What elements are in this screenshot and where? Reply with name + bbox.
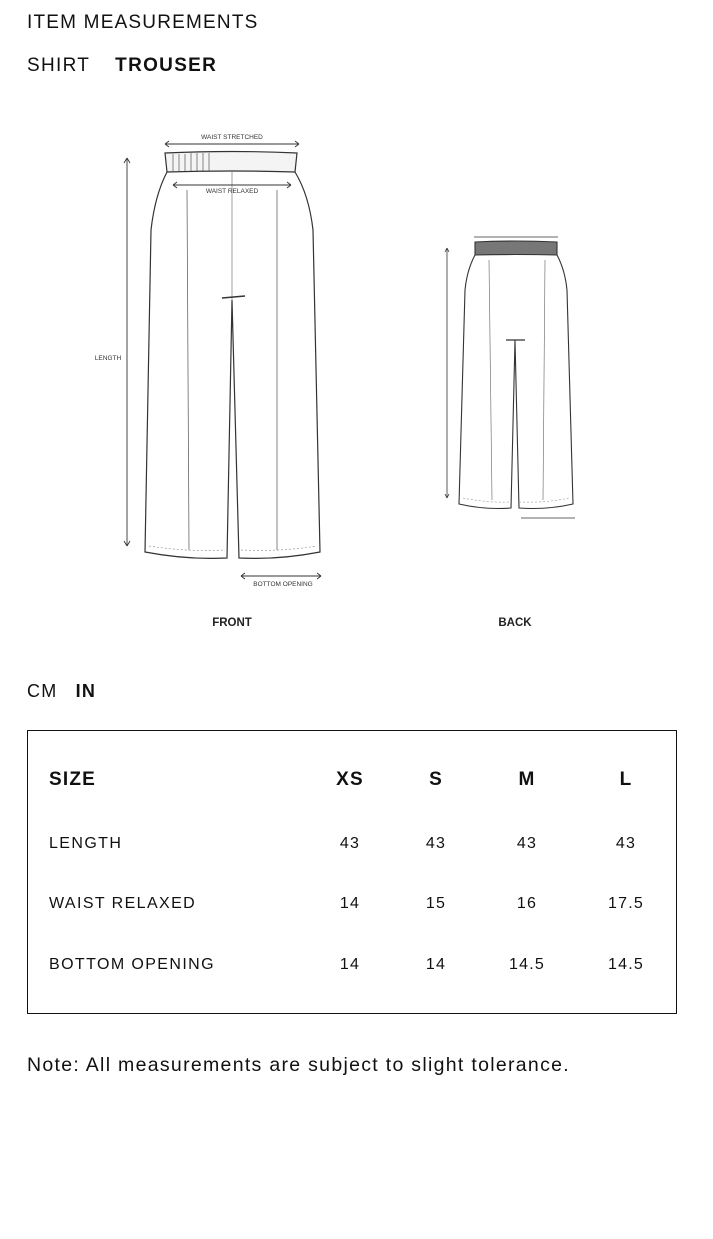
size-s-header: S [429, 769, 443, 790]
row-label: LENGTH [49, 835, 123, 852]
length-annotation: LENGTH [94, 355, 122, 362]
garment-tabs [27, 55, 217, 77]
size-header: SIZE [49, 769, 97, 790]
waist-stretched-annotation: WAIST STRETCHED [201, 134, 263, 141]
table-cell: 17.5 [608, 895, 644, 912]
table-cell: 15 [425, 895, 447, 912]
unit-cm[interactable]: CM [27, 681, 58, 701]
table-cell: 43 [615, 835, 637, 852]
back-view-label: BACK [498, 617, 532, 629]
size-chart-table [27, 730, 677, 1014]
back-view [459, 241, 573, 509]
table-row-waist-relaxed [28, 895, 676, 925]
size-m-header: M [518, 769, 536, 790]
row-label: WAIST RELAXED [49, 895, 197, 912]
unit-toggle [27, 681, 96, 702]
page-title: ITEM MEASUREMENTS [27, 12, 259, 33]
table-header-row [28, 769, 676, 799]
waist-relaxed-annotation: WAIST RELAXED [205, 188, 259, 195]
front-view-label: FRONT [212, 617, 252, 629]
table-row-length [28, 835, 676, 865]
tab-trouser[interactable]: TROUSER [115, 55, 218, 76]
tolerance-note: Note: All measurements are subject to slight tolerance. [27, 1054, 570, 1076]
table-cell: 14.5 [509, 956, 545, 973]
front-annotations [124, 141, 321, 579]
trouser-measurement-diagram [27, 100, 687, 660]
table-cell: 43 [339, 835, 361, 852]
table-cell: 43 [516, 835, 538, 852]
back-annotations [445, 237, 575, 518]
table-cell: 16 [516, 895, 538, 912]
tab-shirt[interactable]: SHIRT [27, 55, 91, 76]
bottom-opening-annotation: BOTTOM OPENING [253, 581, 313, 588]
table-cell: 14 [425, 956, 447, 973]
table-cell: 14 [339, 956, 361, 973]
size-l-header: L [619, 769, 633, 790]
table-cell: 14 [339, 895, 361, 912]
table-cell: 43 [425, 835, 447, 852]
table-cell: 14.5 [608, 956, 644, 973]
row-label: BOTTOM OPENING [49, 956, 215, 973]
front-view [145, 152, 320, 559]
size-xs-header: XS [336, 769, 364, 790]
unit-in[interactable]: IN [75, 681, 97, 701]
table-row-bottom-opening [28, 956, 676, 986]
